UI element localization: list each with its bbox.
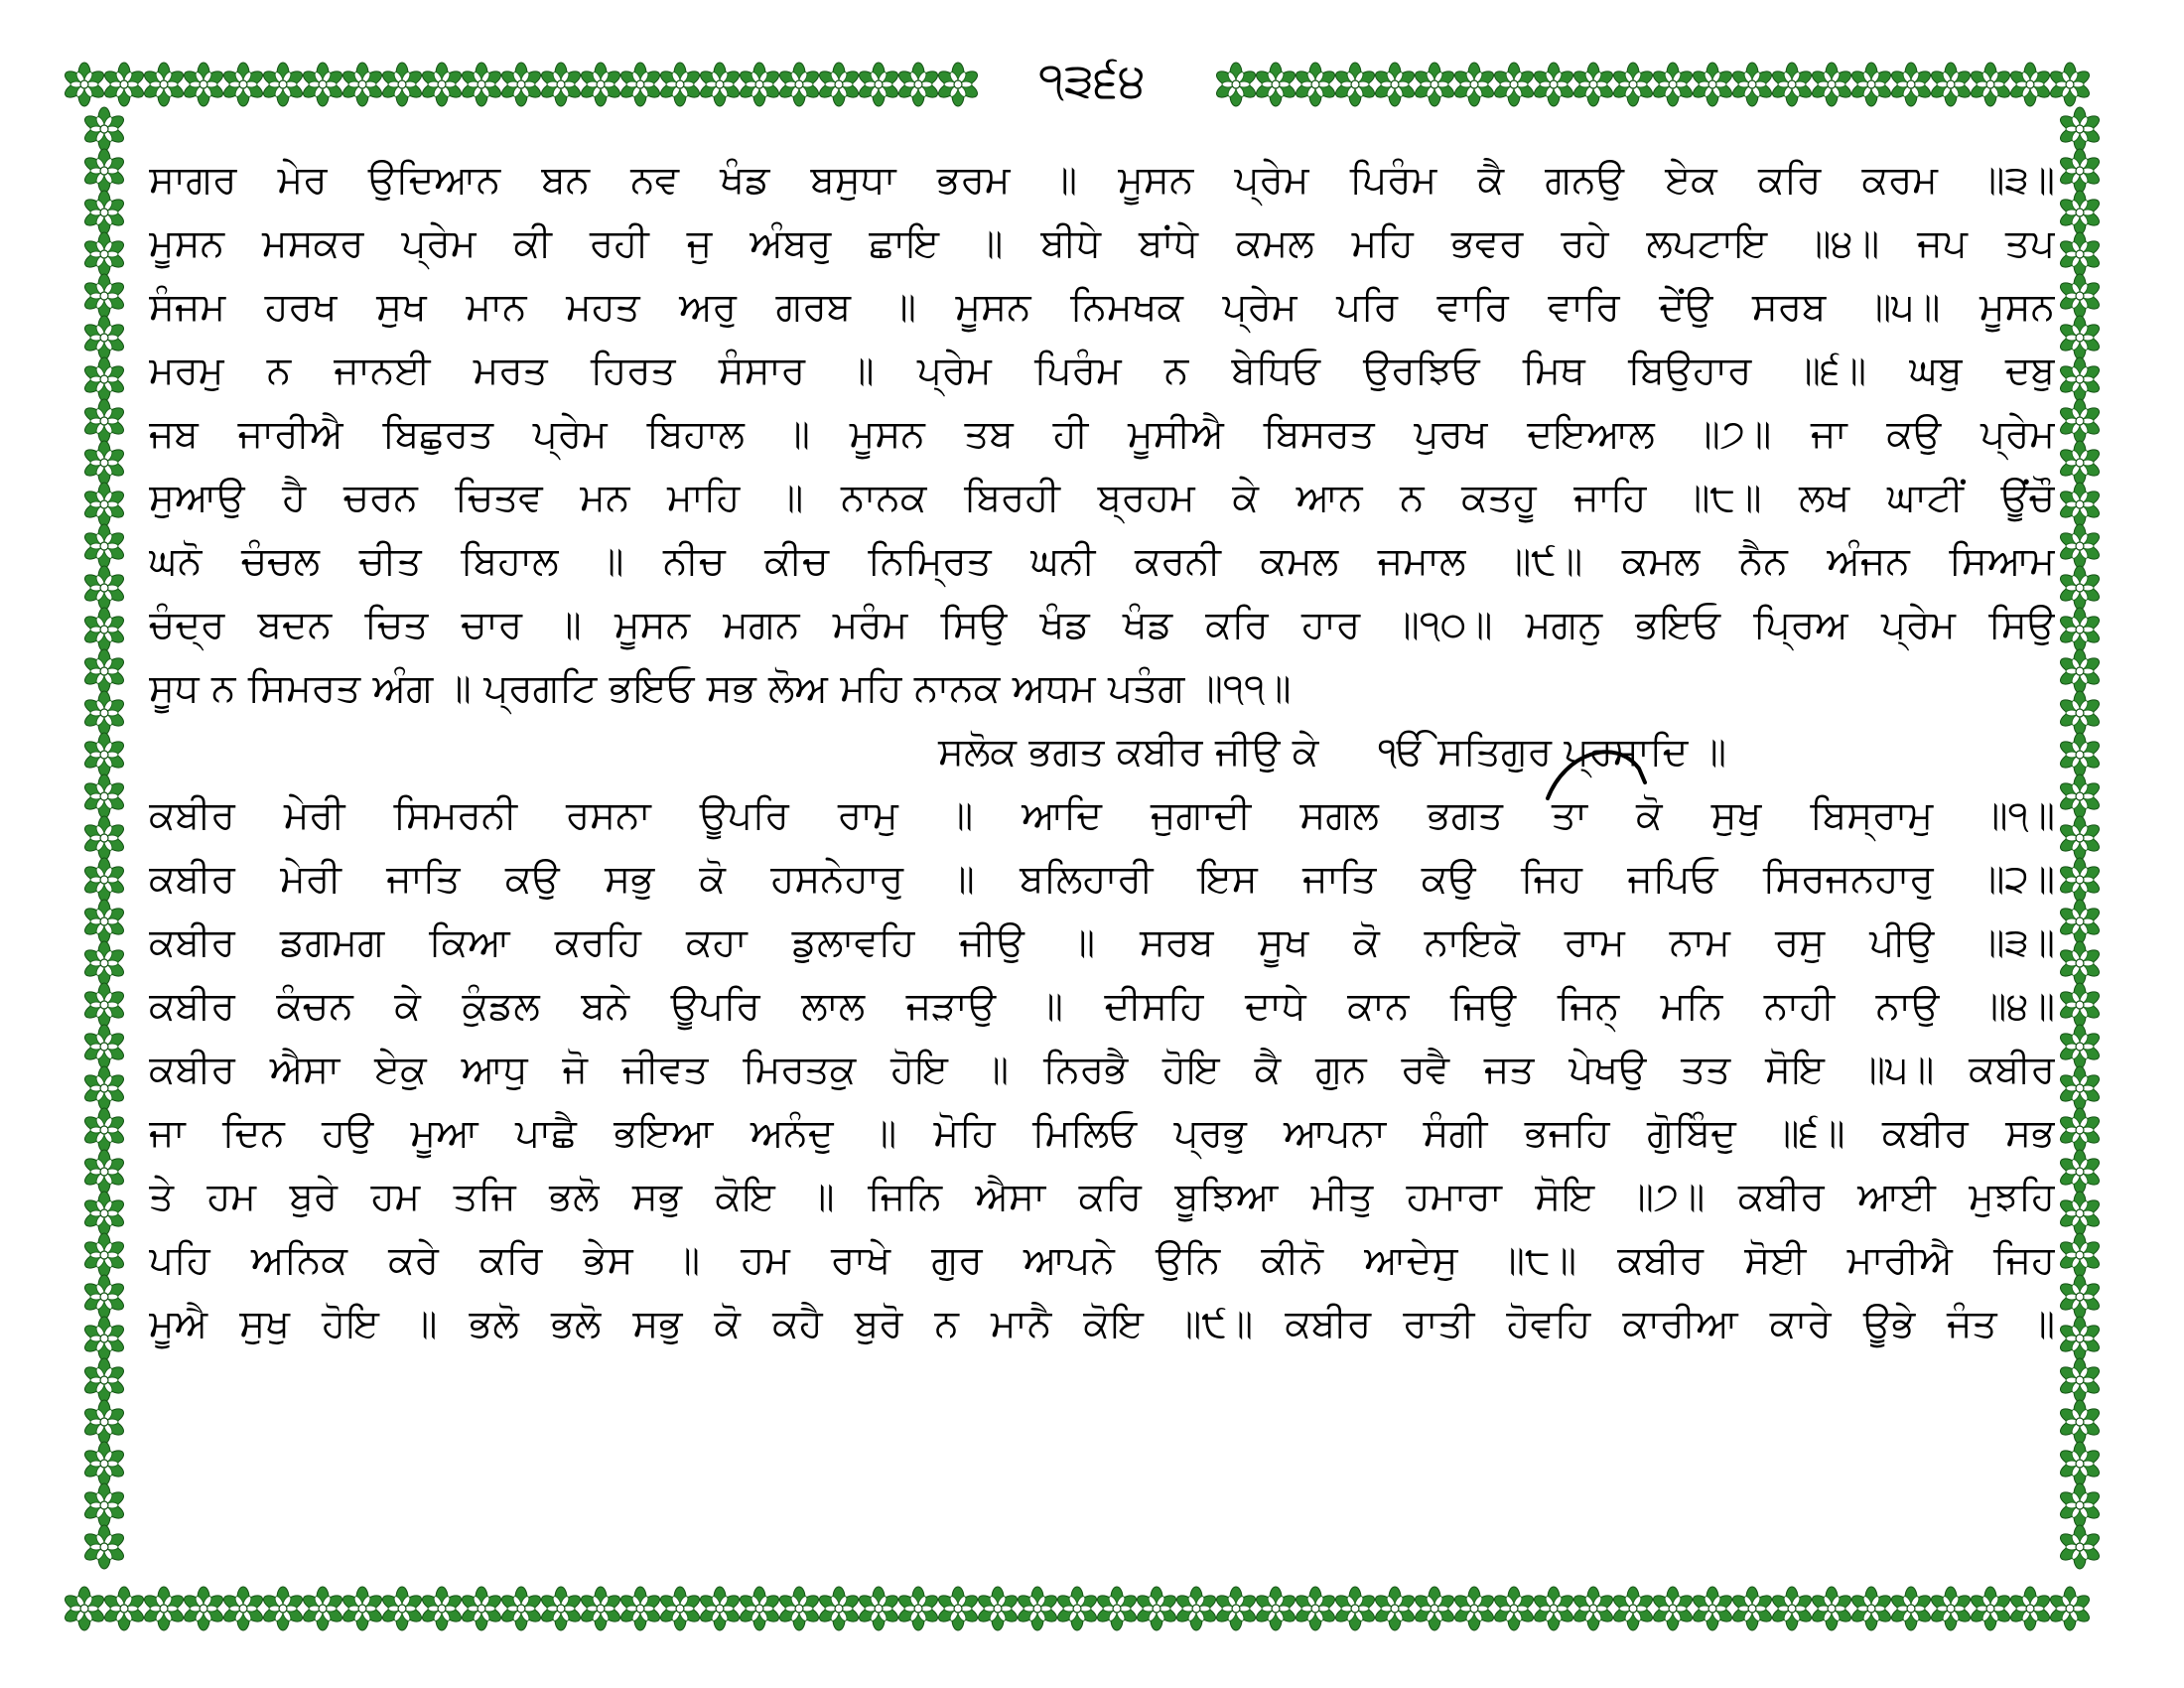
border-flower-icon — [2058, 774, 2102, 818]
border-flower-icon — [2008, 63, 2052, 106]
border-flower-icon — [82, 1108, 126, 1152]
border-flower-icon — [2058, 191, 2102, 234]
border-flower-icon — [1373, 1587, 1417, 1630]
text-line: ਘਨੋ ਚੰਚਲ ਚੀਤ ਬਿਹਾਲ ॥ ਨੀਚ ਕੀਚ ਨਿਮ੍ਰਿਤ ਘਨੀ ਕਰਨੀ ਕਮਲ ਜਮਾਲ ॥੯॥ ਕਮਲ ਨੈਨ ਅੰਜਨ ਸਿਆਮ — [149, 539, 2055, 584]
border-flower-icon — [82, 1275, 126, 1319]
border-flower-icon — [1214, 1587, 1258, 1630]
border-flower-icon — [82, 983, 126, 1027]
border-flower-icon — [82, 941, 126, 985]
border-flower-icon — [1095, 1587, 1139, 1630]
border-flower-icon — [1055, 1587, 1099, 1630]
border-flower-icon — [2058, 149, 2102, 193]
border-flower-icon — [2058, 1108, 2102, 1152]
border-flower-icon — [82, 1233, 126, 1277]
border-flower-icon — [82, 149, 126, 193]
border-flower-icon — [2058, 274, 2102, 318]
border-flower-icon — [380, 1587, 424, 1630]
border-flower-icon — [976, 1587, 1020, 1630]
border-flower-icon — [82, 1025, 126, 1068]
border-flower-icon — [82, 566, 126, 610]
scripture-text — [149, 149, 2055, 1539]
border-flower-icon — [63, 1587, 106, 1630]
border-flower-icon — [82, 1400, 126, 1444]
border-flower-icon — [499, 1587, 543, 1630]
border-flower-icon — [2058, 1442, 2102, 1485]
border-flower-icon — [1849, 1587, 1893, 1630]
border-flower-icon — [142, 1587, 186, 1630]
border-flower-icon — [1413, 1587, 1456, 1630]
border-flower-icon — [2058, 399, 2102, 443]
border-flower-icon — [2058, 566, 2102, 610]
border-flower-icon — [82, 1066, 126, 1110]
border-flower-icon — [2058, 608, 2102, 651]
border-flower-icon — [896, 1587, 940, 1630]
border-flower-icon — [2058, 1275, 2102, 1319]
text-line: ਸੁਆਉ ਹੈ ਚਰਨ ਚਿਤਵ ਮਨ ਮਾਹਿ ॥ ਨਾਨਕ ਬਿਰਹੀ ਬ੍ਰਹਮ ਕੇ ਆਨ ਨ ਕਤਹੂ ਜਾਹਿ ॥੮॥ ਲਖ ਘਾਟੀਂ ਊਂਚੌ — [149, 476, 2055, 520]
border-flower-icon — [1889, 1587, 1933, 1630]
text-line: ਮੂਸਨ ਮਸਕਰ ਪ੍ਰੇਮ ਕੀ ਰਹੀ ਜੁ ਅੰਬਰੁ ਛਾਇ ॥ ਬੀਧੇ ਬਾਂਧੇ ਕਮਲ ਮਹਿ ਭਵਰ ਰਹੇ ਲਪਟਾਇ ॥੪॥ ਜਪ ਤਪ — [149, 221, 2055, 266]
border-flower-icon — [1651, 1587, 1695, 1630]
text-line: ਜਾ ਦਿਨ ਹਉ ਮੂਆ ਪਾਛੈ ਭਇਆ ਅਨੰਦੁ ॥ ਮੋਹਿ ਮਿਲਿਓ ਪ੍ਰਭੁ ਆਪਨਾ ਸੰਗੀ ਭਜਹਿ ਗੋੁਬਿੰਦੁ ॥੬॥ ਕਬੀਰ ਸਭ — [149, 1111, 2055, 1156]
border-flower-icon — [2048, 1587, 2092, 1630]
border-flower-icon — [936, 1587, 980, 1630]
border-flower-icon — [658, 63, 702, 106]
border-flower-icon — [2058, 316, 2102, 359]
border-flower-icon — [2058, 858, 2102, 902]
border-flower-icon — [1611, 63, 1655, 106]
border-flower-icon — [102, 1587, 146, 1630]
border-flower-icon — [82, 858, 126, 902]
border-flower-icon — [2058, 441, 2102, 485]
border-flower-icon — [1770, 1587, 1814, 1630]
border-flower-icon — [82, 608, 126, 651]
heading-invocation: ੴ ਸਤਿਗੁਰ ਪ੍ਰਸਾਦਿ ॥ — [1378, 730, 1726, 774]
border-flower-icon — [936, 63, 980, 106]
text-line: ਸੂਧ ਨ ਸਿਮਰਤ ਅੰਗ ॥ ਪ੍ਰਗਟਿ ਭਇਓ ਸਭ ਲੋਅ ਮਹਿ ਨਾਨਕ ਅਧਮ ਪਤੰਗ ॥੧੧॥ — [149, 666, 1292, 711]
border-flower-icon — [2058, 816, 2102, 860]
border-flower-icon — [2058, 691, 2102, 735]
border-flower-icon — [82, 1483, 126, 1527]
border-flower-icon — [82, 107, 126, 151]
border-flower-icon — [738, 1587, 781, 1630]
border-flower-icon — [82, 441, 126, 485]
border-flower-icon — [2048, 63, 2092, 106]
border-flower-icon — [618, 1587, 662, 1630]
border-flower-icon — [460, 1587, 503, 1630]
border-flower-icon — [82, 1442, 126, 1485]
border-flower-icon — [658, 1587, 702, 1630]
border-flower-icon — [82, 900, 126, 943]
border-flower-icon — [1929, 63, 1973, 106]
border-flower-icon — [1571, 1587, 1615, 1630]
border-flower-icon — [1691, 1587, 1734, 1630]
border-flower-icon — [420, 63, 464, 106]
border-flower-icon — [777, 63, 821, 106]
text-line: ਕਬੀਰ ਐਸਾ ਏਕੁ ਆਧੁ ਜੋ ਜੀਵਤ ਮਿਰਤਕੁ ਹੋਇ ॥ ਨਿਰਭੈ ਹੋਇ ਕੈ ਗੁਨ ਰਵੈ ਜਤ ਪੇਖਉ ਤਤ ਸੋਇ ॥੫॥ ਕਬੀਰ — [149, 1048, 2055, 1092]
text-line: ਮਰਮੁ ਨ ਜਾਨਈ ਮਰਤ ਹਿਰਤ ਸੰਸਾਰ ॥ ਪ੍ਰੇਮ ਪਿਰੰਮ ਨ ਬੇਧਿਓ ਉਰਝਿਓ ਮਿਥ ਬਿਉਹਾਰ ॥੬॥ ਘਬੁ ਦਬੁ — [149, 349, 2055, 393]
border-flower-icon — [82, 191, 126, 234]
border-flower-icon — [2058, 1483, 2102, 1527]
border-flower-icon — [82, 649, 126, 693]
border-flower-icon — [2058, 941, 2102, 985]
border-flower-icon — [82, 1150, 126, 1194]
border-flower-icon — [82, 274, 126, 318]
border-flower-icon — [2058, 1192, 2102, 1235]
border-flower-icon — [341, 63, 384, 106]
text-line: ਕਬੀਰ ਮੇਰੀ ਜਾਤਿ ਕਉ ਸਭੁ ਕੋ ਹਸਨੇਹਾਰੁ ॥ ਬਲਿਹਾਰੀ ਇਸ ਜਾਤਿ ਕਉ ਜਿਹ ਜਪਿਓ ਸਿਰਜਨਹਾਰੁ ॥੨॥ — [149, 857, 2055, 902]
border-flower-icon — [1730, 1587, 1774, 1630]
border-flower-icon — [2058, 649, 2102, 693]
border-flower-icon — [2058, 1066, 2102, 1110]
border-flower-icon — [261, 63, 305, 106]
border-flower-icon — [182, 63, 225, 106]
border-flower-icon — [82, 691, 126, 735]
border-flower-icon — [738, 63, 781, 106]
border-flower-icon — [499, 63, 543, 106]
border-flower-icon — [817, 63, 861, 106]
border-flower-icon — [82, 483, 126, 526]
border-flower-icon — [142, 63, 186, 106]
border-flower-icon — [1571, 63, 1615, 106]
text-line: ਜਬ ਜਾਰੀਐ ਬਿਛੁਰਤ ਪ੍ਰੇਮ ਬਿਹਾਲ ॥ ਮੂਸਨ ਤਬ ਹੀ ਮੂਸੀਐ ਬਿਸਰਤ ਪੁਰਖ ਦਇਆਲ ॥੭॥ ਜਾ ਕਉ ਪ੍ਰੇਮ — [149, 412, 2055, 457]
border-flower-icon — [82, 816, 126, 860]
border-flower-icon — [380, 63, 424, 106]
border-flower-icon — [1889, 63, 1933, 106]
border-flower-icon — [2058, 733, 2102, 776]
border-flower-icon — [618, 63, 662, 106]
border-flower-icon — [341, 1587, 384, 1630]
border-flower-icon — [539, 63, 583, 106]
border-flower-icon — [1810, 1587, 1853, 1630]
border-flower-icon — [1135, 1587, 1178, 1630]
border-flower-icon — [2058, 483, 2102, 526]
border-flower-icon — [420, 1587, 464, 1630]
border-flower-icon — [2058, 357, 2102, 401]
border-flower-icon — [1413, 63, 1456, 106]
text-line: ਪਹਿ ਅਨਿਕ ਕਰੇ ਕਰਿ ਭੇਸ ॥ ਹਮ ਰਾਖੇ ਗੁਰ ਆਪਨੇ ਉਨਿ ਕੀਨੋ ਆਦੇਸੁ ॥੮॥ ਕਬੀਰ ਸੋਈ ਮਾਰੀਐ ਜਿਹ — [149, 1238, 2055, 1283]
border-flower-icon — [2058, 1233, 2102, 1277]
border-flower-icon — [1730, 63, 1774, 106]
border-flower-icon — [1333, 63, 1377, 106]
border-flower-icon — [1294, 63, 1337, 106]
border-flower-icon — [698, 1587, 742, 1630]
border-flower-icon — [1452, 63, 1496, 106]
border-flower-icon — [857, 1587, 900, 1630]
border-flower-icon — [82, 232, 126, 276]
border-flower-icon — [857, 63, 900, 106]
border-flower-icon — [2058, 900, 2102, 943]
border-flower-icon — [2058, 1150, 2102, 1194]
border-flower-icon — [460, 63, 503, 106]
border-flower-icon — [1651, 63, 1695, 106]
border-flower-icon — [82, 357, 126, 401]
border-flower-icon — [1333, 1587, 1377, 1630]
border-flower-icon — [82, 1525, 126, 1569]
border-flower-icon — [817, 1587, 861, 1630]
border-flower-icon — [2058, 1400, 2102, 1444]
page-number: ੧੩੬੪ — [993, 46, 1191, 115]
border-flower-icon — [579, 63, 622, 106]
border-flower-icon — [1810, 63, 1853, 106]
text-line: ਕਬੀਰ ਮੇਰੀ ਸਿਮਰਨੀ ਰਸਨਾ ਊਪਰਿ ਰਾਮੁ ॥ ਆਦਿ ਜੁਗਾਦੀ ਸਗਲ ਭਗਤ ਤਾ ਕੋ ਸੁਖੁ ਬਿਸ੍ਰਾਮੁ ॥੧॥ — [149, 793, 2055, 838]
border-flower-icon — [579, 1587, 622, 1630]
border-flower-icon — [1770, 63, 1814, 106]
border-flower-icon — [1214, 63, 1258, 106]
border-flower-icon — [82, 524, 126, 568]
border-flower-icon — [301, 63, 344, 106]
border-flower-icon — [82, 733, 126, 776]
border-flower-icon — [2058, 1025, 2102, 1068]
text-line: ਕਬੀਰ ਡਗਮਗ ਕਿਆ ਕਰਹਿ ਕਹਾ ਡੁਲਾਵਹਿ ਜੀਉ ॥ ਸਰਬ ਸੂਖ ਕੋ ਨਾਇਕੋ ਰਾਮ ਨਾਮ ਰਸੁ ਪੀਉ ॥੩॥ — [149, 920, 2055, 965]
border-flower-icon — [1373, 63, 1417, 106]
border-flower-icon — [1929, 1587, 1973, 1630]
onkar-arc-ornament — [1544, 743, 1653, 802]
border-flower-icon — [1611, 1587, 1655, 1630]
border-flower-icon — [2008, 1587, 2052, 1630]
border-flower-icon — [1492, 1587, 1536, 1630]
border-flower-icon — [2058, 232, 2102, 276]
border-flower-icon — [82, 774, 126, 818]
border-flower-icon — [82, 316, 126, 359]
border-flower-icon — [1532, 63, 1575, 106]
text-line: ਸੰਜਮ ਹਰਖ ਸੁਖ ਮਾਨ ਮਹਤ ਅਰੁ ਗਰਬ ॥ ਮੂਸਨ ਨਿਮਖਕ ਪ੍ਰੇਮ ਪਰਿ ਵਾਰਿ ਵਾਰਿ ਦੇਂਉ ਸਰਬ ॥੫॥ ਮੂਸਨ — [149, 285, 2055, 330]
text-line: ਸਾਗਰ ਮੇਰ ਉਦਿਆਨ ਬਨ ਨਵ ਖੰਡ ਬਸੁਧਾ ਭਰਮ ॥ ਮੂਸਨ ਪ੍ਰੇਮ ਪਿਰੰਮ ਕੈ ਗਨਉ ਏਕ ਕਰਿ ਕਰਮ ॥੩॥ — [149, 158, 2055, 203]
border-flower-icon — [2058, 107, 2102, 151]
border-flower-icon — [1969, 63, 2012, 106]
border-flower-icon — [1452, 1587, 1496, 1630]
border-flower-icon — [82, 1192, 126, 1235]
text-line: ਕਬੀਰ ਕੰਚਨ ਕੇ ਕੁੰਡਲ ਬਨੇ ਊਪਰਿ ਲਾਲ ਜੜਾਉ ॥ ਦੀਸਹਿ ਦਾਧੇ ਕਾਨ ਜਿਉ ਜਿਨ੍ ਮਨਿ ਨਾਹੀ ਨਾਉ ॥੪॥ — [149, 984, 2055, 1029]
border-flower-icon — [2058, 983, 2102, 1027]
border-flower-icon — [82, 399, 126, 443]
border-flower-icon — [698, 63, 742, 106]
section-heading — [149, 721, 2055, 784]
border-flower-icon — [301, 1587, 344, 1630]
border-flower-icon — [82, 1317, 126, 1360]
border-flower-icon — [2058, 1358, 2102, 1402]
border-flower-icon — [1016, 1587, 1059, 1630]
border-flower-icon — [182, 1587, 225, 1630]
border-flower-icon — [102, 63, 146, 106]
border-flower-icon — [82, 1358, 126, 1402]
border-flower-icon — [1691, 63, 1734, 106]
text-line: ਤੇ ਹਮ ਬੁਰੇ ਹਮ ਤਜਿ ਭਲੋ ਸਭੁ ਕੋਇ ॥ ਜਿਨਿ ਐਸਾ ਕਰਿ ਬੂਝਿਆ ਮੀਤੁ ਹਮਾਰਾ ਸੋਇ ॥੭॥ ਕਬੀਰ ਆਈ ਮੁਝਹਿ — [149, 1175, 2055, 1219]
border-flower-icon — [2058, 1317, 2102, 1360]
border-flower-icon — [777, 1587, 821, 1630]
border-flower-icon — [1294, 1587, 1337, 1630]
heading-title: ਸਲੋਕ ਭਗਤ ਕਬੀਰ ਜੀਉ ਕੇ — [938, 730, 1319, 774]
border-flower-icon — [2058, 524, 2102, 568]
border-flower-icon — [2058, 1525, 2102, 1569]
border-flower-icon — [261, 1587, 305, 1630]
border-flower-icon — [896, 63, 940, 106]
text-line: ਚੰਦ੍ਰ ਬਦਨ ਚਿਤ ਚਾਰ ॥ ਮੂਸਨ ਮਗਨ ਮਰੰਮ ਸਿਉ ਖੰਡ ਖੰਡ ਕਰਿ ਹਾਰ ॥੧੦॥ ਮਗਨੁ ਭਇਓ ਪ੍ਰਿਅ ਪ੍ਰੇਮ ਸਿਉ — [149, 603, 2055, 647]
border-flower-icon — [221, 1587, 265, 1630]
border-flower-icon — [221, 63, 265, 106]
border-flower-icon — [539, 1587, 583, 1630]
text-line: ਮੂਐ ਸੁਖੁ ਹੋਇ ॥ ਭਲੋ ਭਲੋ ਸਭੁ ਕੋ ਕਹੈ ਬੁਰੋ ਨ ਮਾਨੈ ਕੋਇ ॥੯॥ ਕਬੀਰ ਰਾਤੀ ਹੋਵਹਿ ਕਾਰੀਆ ਕਾਰੇ ਊਭੇ ਜੰਤ ॥ — [149, 1302, 2055, 1346]
border-flower-icon — [1174, 1587, 1218, 1630]
border-flower-icon — [1254, 1587, 1297, 1630]
border-flower-icon — [1254, 63, 1297, 106]
border-flower-icon — [1969, 1587, 2012, 1630]
border-flower-icon — [1532, 1587, 1575, 1630]
border-flower-icon — [1849, 63, 1893, 106]
border-flower-icon — [63, 63, 106, 106]
border-flower-icon — [1492, 63, 1536, 106]
